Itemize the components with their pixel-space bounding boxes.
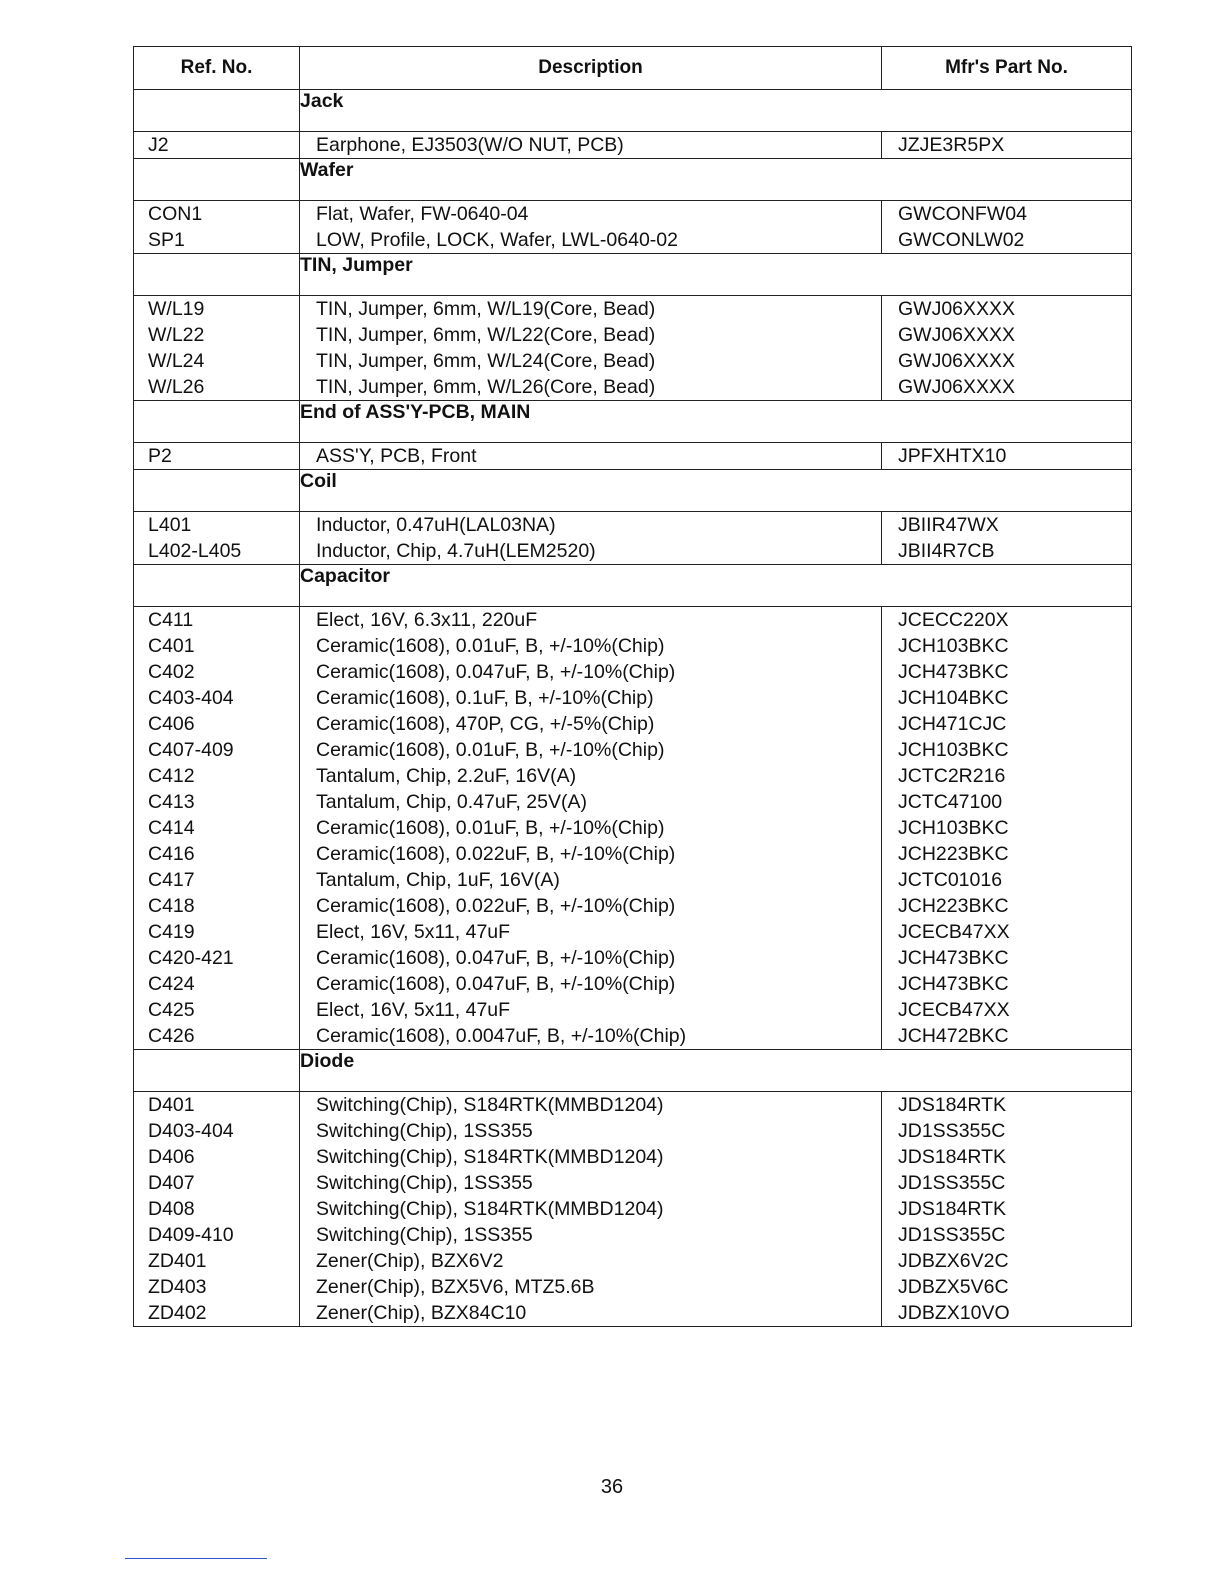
ref-no-cell (134, 201, 300, 254)
part-no-header: Mfr's Part No. (882, 47, 1132, 90)
description: Earphone, EJ3503(W/O NUT, PCB) (316, 134, 624, 156)
part-no: JCTC01016 (898, 869, 1003, 891)
part-no: GWJ06XXXX (898, 324, 1016, 346)
part-no: JCH473BKC (898, 947, 1009, 969)
part-no-cell (882, 1092, 1132, 1327)
section-ref-blank (134, 254, 300, 296)
section-header-row (134, 1050, 1132, 1092)
part-no: JD1SS355C (898, 1120, 1006, 1142)
section-items-row (134, 296, 1132, 401)
description: Zener(Chip), BZX5V6, MTZ5.6B (316, 1276, 595, 1298)
description: Zener(Chip), BZX6V2 (316, 1250, 504, 1272)
ref-no: W/L26 (148, 376, 205, 398)
section-header-row (134, 254, 1132, 296)
ref-no: W/L19 (148, 298, 205, 320)
section-ref-blank (134, 90, 300, 132)
ref-no: C416 (148, 843, 195, 865)
ref-no: C419 (148, 921, 195, 943)
description: Ceramic(1608), 0.1uF, B, +/-10%(Chip) (316, 687, 654, 709)
part-no: JBIIR47WX (898, 514, 999, 536)
description: Elect, 16V, 5x11, 47uF (316, 999, 511, 1021)
part-no: JDS184RTK (898, 1094, 1007, 1116)
description: Flat, Wafer, FW-0640-04 (316, 203, 529, 225)
ref-no: C418 (148, 895, 195, 917)
part-no: JZJE3R5PX (898, 134, 1005, 156)
part-no: GWCONLW02 (898, 229, 1025, 251)
part-no: JCECB47XX (898, 999, 1010, 1021)
ref-no-cell (134, 1092, 300, 1327)
ref-no: D407 (148, 1172, 195, 1194)
part-no-cell (882, 201, 1132, 254)
description: Switching(Chip), S184RTK(MMBD1204) (316, 1094, 664, 1116)
description: Inductor, 0.47uH(LAL03NA) (316, 514, 556, 536)
ref-no: D401 (148, 1094, 195, 1116)
section-header-row (134, 401, 1132, 443)
description: Elect, 16V, 5x11, 47uF (316, 921, 511, 943)
description: Ceramic(1608), 0.047uF, B, +/-10%(Chip) (316, 973, 676, 995)
description: TIN, Jumper, 6mm, W/L19(Core, Bead) (316, 298, 656, 320)
ref-no-cell (134, 607, 300, 1050)
section-items-row (134, 607, 1132, 1050)
ref-no: SP1 (148, 229, 185, 251)
description: Ceramic(1608), 0.0047uF, B, +/-10%(Chip) (316, 1025, 687, 1047)
description-cell (300, 443, 882, 470)
description: Tantalum, Chip, 2.2uF, 16V(A) (316, 765, 577, 787)
description: Ceramic(1608), 0.01uF, B, +/-10%(Chip) (316, 635, 665, 657)
section-header-row (134, 470, 1132, 512)
description: Switching(Chip), 1SS355 (316, 1224, 533, 1246)
section-title: Wafer (300, 159, 1132, 201)
section-ref-blank (134, 1050, 300, 1092)
part-no-cell (882, 132, 1132, 159)
part-no: JCTC47100 (898, 791, 1003, 813)
part-no: JDS184RTK (898, 1146, 1007, 1168)
ref-no: C407-409 (148, 739, 234, 761)
description: ASS'Y, PCB, Front (316, 445, 477, 467)
part-no: JCH223BKC (898, 843, 1009, 865)
part-no-cell (882, 443, 1132, 470)
section-ref-blank (134, 401, 300, 443)
description: LOW, Profile, LOCK, Wafer, LWL-0640-02 (316, 229, 678, 251)
ref-no-cell (134, 296, 300, 401)
section-ref-blank (134, 159, 300, 201)
ref-no: ZD403 (148, 1276, 207, 1298)
description: Tantalum, Chip, 1uF, 16V(A) (316, 869, 560, 891)
header-row (134, 47, 1132, 90)
part-no: JCH103BKC (898, 635, 1009, 657)
part-no: JCH103BKC (898, 817, 1009, 839)
part-no: JCH473BKC (898, 973, 1009, 995)
footer-rule (125, 1558, 267, 1559)
description-cell (300, 132, 882, 159)
section-items-row (134, 443, 1132, 470)
ref-no: C411 (148, 609, 194, 631)
ref-no: C406 (148, 713, 195, 735)
section-title: Jack (300, 90, 1132, 132)
description: TIN, Jumper, 6mm, W/L26(Core, Bead) (316, 376, 656, 398)
part-no: JDBZX10VO (898, 1302, 1010, 1324)
part-no: JCECB47XX (898, 921, 1010, 943)
description: TIN, Jumper, 6mm, W/L24(Core, Bead) (316, 350, 656, 372)
section-title: Coil (300, 470, 1132, 512)
description: TIN, Jumper, 6mm, W/L22(Core, Bead) (316, 324, 656, 346)
ref-no-header: Ref. No. (134, 47, 300, 90)
description: Ceramic(1608), 0.01uF, B, +/-10%(Chip) (316, 817, 665, 839)
description: Ceramic(1608), 0.022uF, B, +/-10%(Chip) (316, 843, 676, 865)
page-number: 36 (600, 1476, 624, 1498)
section-items-row (134, 132, 1132, 159)
description: Inductor, Chip, 4.7uH(LEM2520) (316, 540, 596, 562)
part-no: JCH104BKC (898, 687, 1009, 709)
ref-no: C401 (148, 635, 195, 657)
section-header-row (134, 565, 1132, 607)
ref-no: D406 (148, 1146, 195, 1168)
section-items-row (134, 512, 1132, 565)
part-no-cell (882, 296, 1132, 401)
ref-no-cell (134, 132, 300, 159)
part-no: GWJ06XXXX (898, 298, 1016, 320)
ref-no: C425 (148, 999, 195, 1021)
part-no: GWJ06XXXX (898, 350, 1016, 372)
ref-no: C402 (148, 661, 195, 683)
part-no: JCH103BKC (898, 739, 1009, 761)
ref-no-cell (134, 512, 300, 565)
ref-no: J2 (148, 134, 169, 156)
description: Switching(Chip), 1SS355 (316, 1120, 533, 1142)
ref-no: D403-404 (148, 1120, 234, 1142)
section-title: Capacitor (300, 565, 1132, 607)
ref-no: W/L24 (148, 350, 205, 372)
ref-no: ZD401 (148, 1250, 207, 1272)
description-cell (300, 512, 882, 565)
section-items-row (134, 1092, 1132, 1327)
ref-no: C420-421 (148, 947, 234, 969)
part-no-cell (882, 607, 1132, 1050)
description: Ceramic(1608), 0.022uF, B, +/-10%(Chip) (316, 895, 676, 917)
ref-no: D408 (148, 1198, 195, 1220)
description-cell (300, 607, 882, 1050)
description: Ceramic(1608), 0.047uF, B, +/-10%(Chip) (316, 947, 676, 969)
section-ref-blank (134, 565, 300, 607)
ref-no: L402-L405 (148, 540, 242, 562)
description: Switching(Chip), S184RTK(MMBD1204) (316, 1198, 664, 1220)
ref-no: C403-404 (148, 687, 234, 709)
part-no: JDS184RTK (898, 1198, 1007, 1220)
section-header-row (134, 90, 1132, 132)
part-no: JCH472BKC (898, 1025, 1009, 1047)
description-cell (300, 201, 882, 254)
ref-no: L401 (148, 514, 192, 536)
ref-no: W/L22 (148, 324, 205, 346)
part-no: JCH223BKC (898, 895, 1009, 917)
section-items-row (134, 201, 1132, 254)
part-no: JBII4R7CB (898, 540, 995, 562)
part-no: JDBZX5V6C (898, 1276, 1009, 1298)
ref-no: ZD402 (148, 1302, 207, 1324)
ref-no: P2 (148, 445, 172, 467)
part-no: JCTC2R216 (898, 765, 1006, 787)
ref-no: C413 (148, 791, 195, 813)
description: Elect, 16V, 6.3x11, 220uF (316, 609, 538, 631)
description-header: Description (300, 47, 882, 90)
description: Ceramic(1608), 0.047uF, B, +/-10%(Chip) (316, 661, 676, 683)
section-header-row (134, 159, 1132, 201)
part-no: GWJ06XXXX (898, 376, 1016, 398)
parts-list-table (133, 46, 1132, 1327)
ref-no: C417 (148, 869, 195, 891)
ref-no: C412 (148, 765, 195, 787)
part-no: JCH473BKC (898, 661, 1009, 683)
part-no: JDBZX6V2C (898, 1250, 1009, 1272)
description: Switching(Chip), S184RTK(MMBD1204) (316, 1146, 664, 1168)
description: Ceramic(1608), 0.01uF, B, +/-10%(Chip) (316, 739, 665, 761)
ref-no: C424 (148, 973, 195, 995)
table-body (134, 90, 1132, 1327)
description-cell (300, 1092, 882, 1327)
part-no: JPFXHTX10 (898, 445, 1007, 467)
part-no: JCECC220X (898, 609, 1009, 631)
ref-no: D409-410 (148, 1224, 234, 1246)
part-no: JD1SS355C (898, 1172, 1006, 1194)
section-title: Diode (300, 1050, 1132, 1092)
section-title: End of ASS'Y-PCB, MAIN (300, 401, 1132, 443)
section-title: TIN, Jumper (300, 254, 1132, 296)
description: Ceramic(1608), 470P, CG, +/-5%(Chip) (316, 713, 655, 735)
section-ref-blank (134, 470, 300, 512)
ref-no-cell (134, 443, 300, 470)
description: Switching(Chip), 1SS355 (316, 1172, 533, 1194)
description-cell (300, 296, 882, 401)
part-no: GWCONFW04 (898, 203, 1027, 225)
description: Tantalum, Chip, 0.47uF, 25V(A) (316, 791, 587, 813)
part-no-cell (882, 512, 1132, 565)
part-no: JD1SS355C (898, 1224, 1006, 1246)
ref-no: C426 (148, 1025, 195, 1047)
ref-no: C414 (148, 817, 195, 839)
description: Zener(Chip), BZX84C10 (316, 1302, 527, 1324)
part-no: JCH471CJC (898, 713, 1007, 735)
ref-no: CON1 (148, 203, 203, 225)
